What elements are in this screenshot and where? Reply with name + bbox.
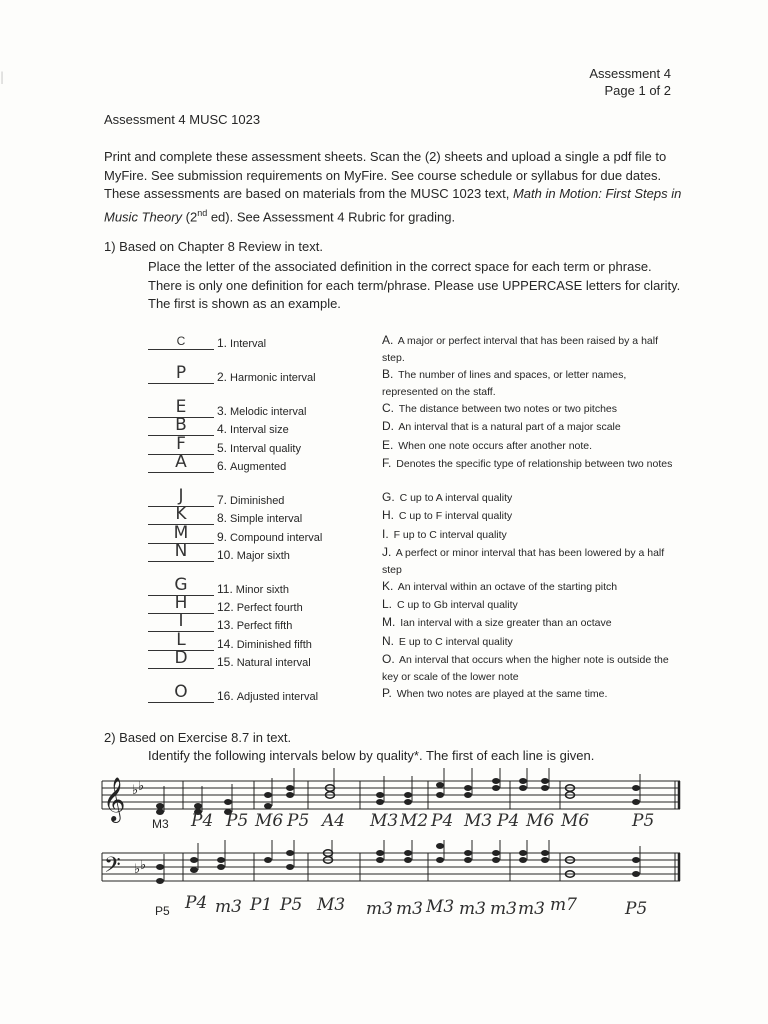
definition-item: O. An interval that occurs when the higher note is outside the key or scale of the lower note bbox=[382, 652, 669, 683]
flat-icon: ♭ bbox=[134, 862, 141, 877]
term-label: 13. Perfect fifth bbox=[217, 618, 293, 632]
treble-clef-icon: 𝄞 bbox=[103, 777, 126, 821]
answer-letter: I bbox=[178, 611, 184, 631]
staff-2-answer[interactable]: P5 bbox=[280, 895, 303, 915]
intro-text-2: (2 bbox=[182, 208, 198, 224]
staff-1-answer[interactable]: M6 bbox=[526, 811, 555, 831]
intro-text-3: ed). See Assessment 4 Rubric for grading. bbox=[207, 208, 456, 224]
bass-staff-drawing bbox=[98, 840, 683, 900]
definition-item: D. An interval that is a natural part of a major scale bbox=[382, 419, 621, 433]
question-1-title: 1) Based on Chapter 8 Review in text. bbox=[104, 239, 323, 254]
answer-letter: E bbox=[175, 397, 187, 417]
staff-1-answer[interactable]: P4 bbox=[497, 811, 520, 831]
header-page-number: Page 1 of 2 bbox=[604, 83, 671, 98]
term-label: 4. Interval size bbox=[217, 422, 289, 436]
definition-item: F. Denotes the specific type of relationship between two notes bbox=[382, 456, 673, 470]
answer-letter: M bbox=[173, 523, 189, 543]
staff-1-answer[interactable]: P5 bbox=[287, 811, 310, 831]
answer-letter: F bbox=[176, 434, 186, 454]
bass-clef-icon: 𝄢 bbox=[104, 853, 121, 883]
definition-item: N. E up to C interval quality bbox=[382, 634, 513, 648]
answer-letter: H bbox=[174, 593, 188, 613]
question-1-instructions: Place the letter of the associated definition in the correct space for each term or phrase. There is only one definition for each term/phrase. Please use UPPERCASE letters for clarity. The first is shown as an example. bbox=[148, 259, 681, 311]
definition-item: J. A perfect or minor interval that has been lowered by a half step bbox=[382, 545, 665, 576]
answer-letter: A bbox=[175, 452, 187, 472]
staff-1-answer[interactable]: P5 bbox=[226, 811, 249, 831]
definition-item: M. Ian interval with a size greater than an octave bbox=[382, 615, 612, 629]
header-assessment: Assessment 4 bbox=[589, 66, 671, 81]
term-row bbox=[148, 363, 316, 384]
term-label: 1. Interval bbox=[217, 336, 267, 350]
answer-blank[interactable] bbox=[148, 541, 214, 562]
definition-item: G. C up to A interval quality bbox=[382, 490, 513, 504]
term-label: 11. Minor sixth bbox=[217, 582, 289, 596]
flat-icon: ♭ bbox=[140, 858, 147, 873]
staff-2-answer[interactable]: m3 bbox=[396, 899, 423, 919]
scan-margin-mark: | bbox=[0, 70, 5, 84]
staff-2-given-interval: P5 bbox=[155, 904, 170, 918]
answer-letter: L bbox=[176, 630, 186, 650]
staff-2-answer[interactable]: M3 bbox=[426, 897, 455, 917]
staff-1-answer[interactable]: P5 bbox=[632, 811, 655, 831]
staff-2-answer[interactable]: P4 bbox=[185, 893, 208, 913]
staff-1-answer[interactable]: M3 bbox=[464, 811, 493, 831]
staff-1-answer[interactable]: M3 bbox=[370, 811, 399, 831]
staff-2-answer[interactable]: m3 bbox=[490, 899, 517, 919]
answer-letter: D bbox=[174, 648, 188, 668]
answer-letter: C bbox=[176, 334, 186, 348]
treble-notes bbox=[156, 768, 640, 815]
definition-item: L. C up to Gb interval quality bbox=[382, 597, 518, 611]
intro-book-title: Math in Motion: First Steps in Music Theory bbox=[104, 186, 682, 224]
answer-letter: B bbox=[175, 415, 187, 435]
definition-item: K. An interval within an octave of the starting pitch bbox=[382, 579, 618, 593]
definition-item: E. When one note occurs after another note. bbox=[382, 438, 593, 452]
term-label: 6. Augmented bbox=[217, 459, 287, 473]
definition-item: B. The number of lines and spaces, or letter names, represented on the staff. bbox=[382, 367, 627, 398]
term-label: 5. Interval quality bbox=[217, 441, 301, 455]
staff-2-answer[interactable]: P1 bbox=[250, 895, 273, 915]
term-label: 8. Simple interval bbox=[217, 511, 303, 525]
answer-letter: P bbox=[175, 363, 187, 383]
staff-1-given-interval: M3 bbox=[152, 817, 169, 831]
page-header bbox=[589, 65, 671, 99]
answer-letter: N bbox=[174, 541, 188, 561]
answer-letter: G bbox=[174, 575, 188, 595]
staff-2-answer[interactable]: m3 bbox=[518, 899, 545, 919]
definition-item: H. C up to F interval quality bbox=[382, 508, 513, 522]
term-row bbox=[148, 452, 287, 473]
course-title: Assessment 4 MUSC 1023 bbox=[104, 112, 261, 127]
term-label: 14. Diminished fifth bbox=[217, 637, 312, 651]
term-label: 7. Diminished bbox=[217, 493, 285, 507]
answer-letter: K bbox=[175, 504, 187, 524]
staff-2-answer[interactable]: m3 bbox=[366, 899, 393, 919]
staff-1-answer[interactable]: A4 bbox=[322, 811, 346, 831]
staff-2-answer[interactable]: m3 bbox=[459, 899, 486, 919]
staff-2-answer[interactable]: m7 bbox=[550, 895, 577, 915]
answer-blank[interactable] bbox=[148, 682, 214, 703]
term-label: 15. Natural interval bbox=[217, 655, 311, 669]
term-row bbox=[148, 541, 290, 562]
term-label: 16. Adjusted interval bbox=[217, 689, 319, 703]
definition-item: P. When two notes are played at the same time. bbox=[382, 686, 608, 700]
staff-2-answer[interactable]: m3 bbox=[215, 897, 242, 917]
answer-blank[interactable] bbox=[148, 648, 214, 669]
flat-icon: ♭ bbox=[138, 779, 145, 794]
answer-blank[interactable] bbox=[148, 363, 214, 384]
staff-1-answer[interactable]: P4 bbox=[431, 811, 454, 831]
definition-item: A. A major or perfect interval that has been raised by a half step. bbox=[382, 333, 658, 364]
term-row bbox=[148, 648, 311, 669]
bass-staff bbox=[98, 840, 683, 900]
bass-notes bbox=[156, 840, 640, 884]
term-label: 9. Compound interval bbox=[217, 530, 323, 544]
staff-2-answer[interactable]: P5 bbox=[625, 899, 648, 919]
term-label: 10. Major sixth bbox=[217, 548, 290, 562]
answer-blank[interactable] bbox=[148, 334, 214, 350]
staff-2-answer[interactable]: M3 bbox=[317, 895, 346, 915]
answer-letter: O bbox=[174, 682, 188, 702]
definition-item: C. The distance between two notes or two pitches bbox=[382, 401, 618, 415]
intro-paragraph bbox=[104, 148, 684, 226]
intro-superscript: nd bbox=[197, 207, 208, 218]
question-2-title: 2) Based on Exercise 8.7 in text. bbox=[104, 730, 292, 745]
staff-1-answer[interactable]: M6 bbox=[255, 811, 284, 831]
staff-1-answer[interactable]: P4 bbox=[191, 811, 214, 831]
term-label: 12. Perfect fourth bbox=[217, 600, 303, 614]
term-row bbox=[148, 682, 319, 703]
answer-letter: J bbox=[178, 486, 184, 506]
term-label: 3. Melodic interval bbox=[217, 404, 307, 418]
term-row bbox=[148, 332, 266, 350]
staff-1-answer[interactable]: M2 bbox=[400, 811, 429, 831]
definition-item: I. F up to C interval quality bbox=[382, 527, 507, 541]
intro-text-1: Print and complete these assessment sheets. Scan the (2) sheets and upload a single a pdf file to MyFire. See submission requirements on MyFire. See course schedule or syllabus for due dates. These assessments are based on materials from the MUSC 1023 text, bbox=[104, 149, 667, 201]
staff-1-answer[interactable]: M6 bbox=[561, 811, 590, 831]
answer-blank[interactable] bbox=[148, 452, 214, 473]
term-label: 2. Harmonic interval bbox=[217, 370, 316, 384]
flat-icon: ♭ bbox=[132, 783, 139, 798]
question-2-instructions: Identify the following intervals below by quality*. The first of each line is given. bbox=[148, 748, 595, 763]
